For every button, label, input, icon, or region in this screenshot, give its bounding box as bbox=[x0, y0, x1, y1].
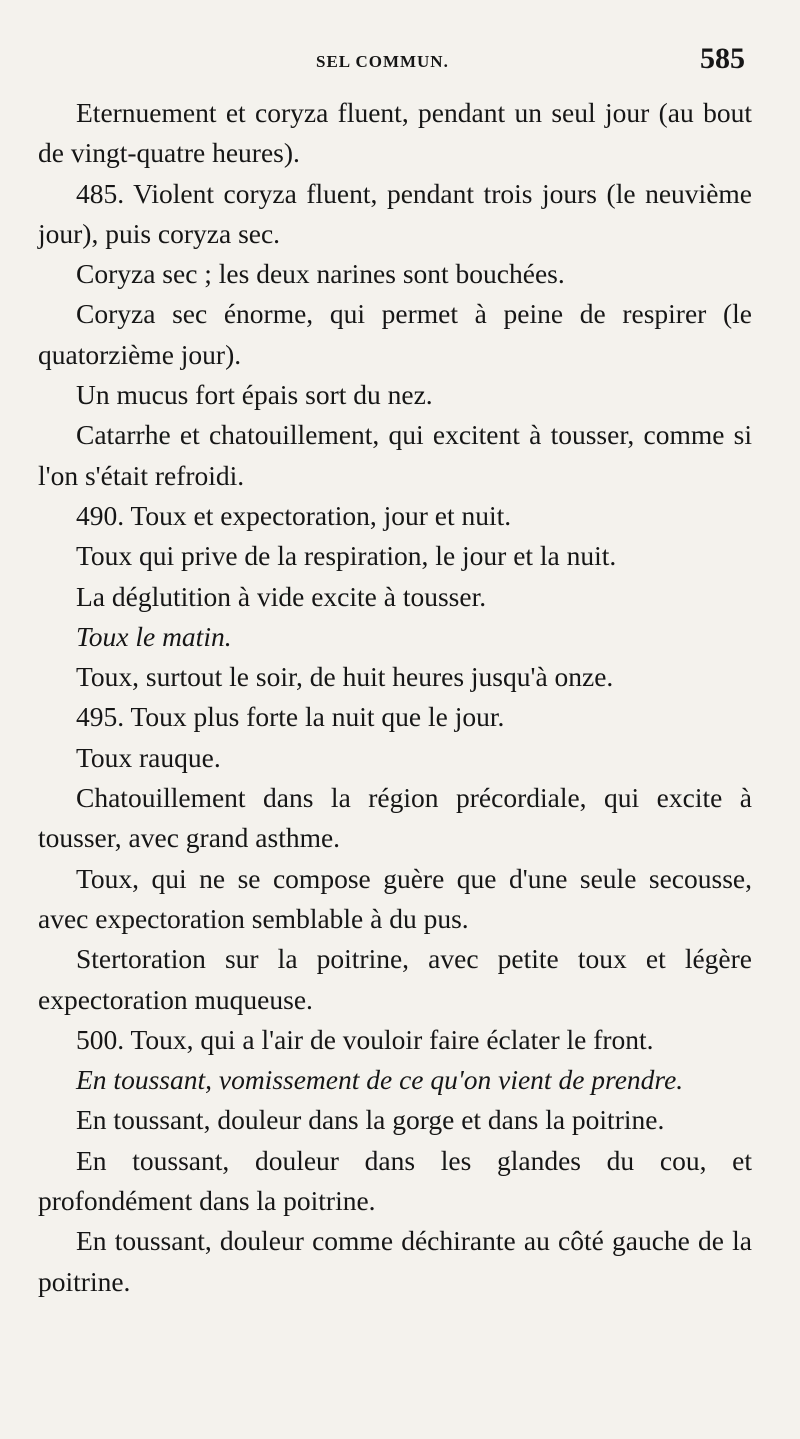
paragraph: Catarrhe et chatouillement, qui excitent à tousser, comme si l'on s'était refroidi. bbox=[38, 419, 752, 491]
paragraph: Eternuement et coryza fluent, pendant un seul jour (au bout de vingt-quatre heures). bbox=[38, 97, 752, 169]
paragraph: Toux, qui ne se compose guère que d'une seule secousse, avec expectoration semblable à du pus. bbox=[38, 862, 752, 934]
running-head: SEL COMMUN. bbox=[316, 52, 449, 71]
paragraph: En toussant, douleur dans la gorge et dans la poitrine. bbox=[76, 1104, 665, 1136]
paragraph: 490. Toux et expectoration, jour et nuit. bbox=[76, 499, 512, 531]
paragraph: 500. Toux, qui a l'air de vouloir faire éclater le front. bbox=[76, 1023, 654, 1055]
paragraph: En toussant, vomissement de ce qu'on vient de prendre. bbox=[76, 1064, 684, 1096]
page-header bbox=[0, 42, 800, 82]
paragraph: La déglutition à vide excite à tousser. bbox=[76, 580, 487, 612]
paragraph: Toux qui prive de la respiration, le jour et la nuit. bbox=[76, 540, 617, 572]
paragraph: Toux, surtout le soir, de huit heures jusqu'à onze. bbox=[76, 661, 614, 693]
paragraph: Toux le matin. bbox=[76, 620, 232, 652]
paragraph: Toux rauque. bbox=[76, 741, 221, 773]
paragraph: Un mucus fort épais sort du nez. bbox=[76, 379, 433, 411]
paragraph: 495. Toux plus forte la nuit que le jour. bbox=[76, 701, 505, 733]
paragraph: En toussant, douleur dans les glandes du cou, et profondément dans la poitrine. bbox=[38, 1144, 752, 1217]
page-number: 585 bbox=[700, 42, 745, 75]
paragraph: Coryza sec ; les deux narines sont bouchées. bbox=[76, 258, 565, 290]
paragraph: En toussant, douleur comme déchirante au côté gauche de la poitrine. bbox=[38, 1225, 752, 1297]
body-text bbox=[38, 93, 752, 1302]
paragraph: Chatouillement dans la région précordiale, qui excite à tousser, avec grand asthme. bbox=[38, 782, 752, 854]
paragraph: Coryza sec énorme, qui permet à peine de respirer (le quatorzième jour). bbox=[38, 298, 752, 370]
paragraph: Stertoration sur la poitrine, avec petite toux et légère expectoration muqueuse. bbox=[38, 943, 752, 1015]
paragraph: 485. Violent coryza fluent, pendant trois jours (le neuvième jour), puis coryza sec. bbox=[38, 177, 752, 249]
